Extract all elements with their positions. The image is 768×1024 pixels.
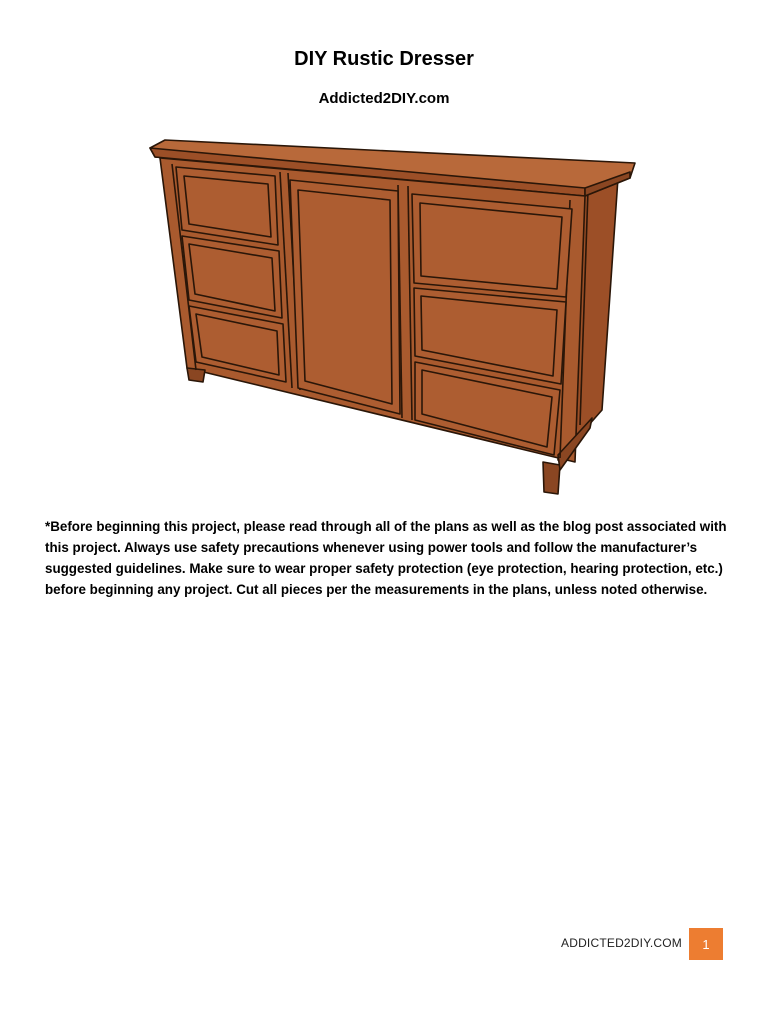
- document-title: DIY Rustic Dresser: [294, 48, 474, 70]
- front-left-leg: [187, 368, 205, 382]
- safety-note: *Before beginning this project, please read through all of the plans as well as the blog post associated with this project. Always use safety precautions whenever using power tools and follow the manufacturer’s suggested guidelines. Make sure to wear proper safety protection (eye protection, hearing protection, etc.) before beginning any project. Cut all pieces per the measurements in the plans, unless noted otherwise.: [45, 519, 727, 597]
- front-right-leg: [543, 462, 560, 494]
- document-subtitle: Addicted2DIY.com: [318, 90, 450, 107]
- center-door: [290, 180, 400, 414]
- dresser-illustration: [140, 128, 640, 500]
- page-number-badge: 1: [689, 928, 723, 960]
- footer-site-link[interactable]: ADDICTED2DIY.COM: [561, 936, 682, 950]
